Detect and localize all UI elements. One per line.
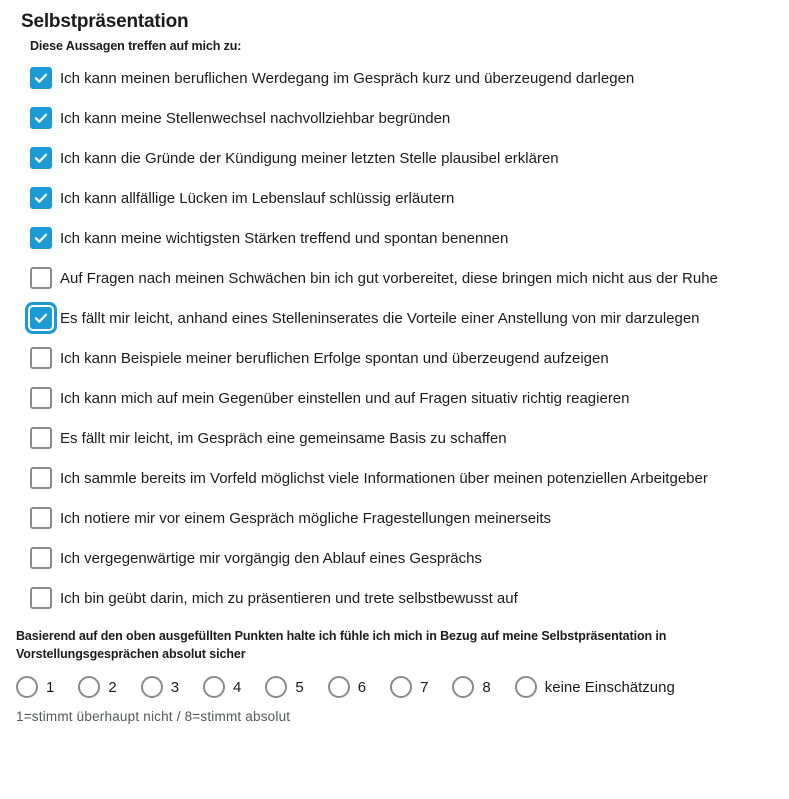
page-title: Selbstpräsentation [21, 11, 189, 32]
checkmark-icon [33, 110, 49, 126]
checkbox-checked[interactable] [30, 147, 52, 169]
rating-scale [16, 676, 789, 698]
rating-option-6[interactable] [328, 676, 366, 698]
checkbox-label: Es fällt mir leicht, anhand eines Stelleninserates die Vorteile einer Anstellung von mir darzulegen [60, 310, 700, 327]
checkbox-checked[interactable] [30, 67, 52, 89]
radio-button[interactable] [452, 676, 474, 698]
checkbox-label: Ich sammle bereits im Vorfeld möglichst viele Informationen über meinen potenziellen Arbeitgeber [60, 470, 708, 487]
checkbox-label: Ich bin geübt darin, mich zu präsentieren und trete selbstbewusst auf [60, 590, 518, 607]
checklist-item [30, 66, 789, 91]
checkbox-checked[interactable] [30, 227, 52, 249]
checklist-item [30, 186, 789, 211]
rating-option-8[interactable] [452, 676, 490, 698]
checkbox-unchecked[interactable] [30, 387, 52, 409]
checklist-item [30, 226, 789, 251]
checkbox-unchecked[interactable] [30, 427, 52, 449]
checklist-item [30, 546, 789, 571]
checkmark-icon [33, 310, 49, 326]
rating-question: Basierend auf den oben ausgefüllten Punkten halte ich fühle ich mich in Bezug auf meine Selbstpräsentation in Vorstellungsgesprächen absolut sicher [16, 629, 667, 661]
checkbox-label: Ich vergegenwärtige mir vorgängig den Ablauf eines Gesprächs [60, 550, 482, 567]
rating-section [16, 627, 789, 724]
checkbox-unchecked[interactable] [30, 547, 52, 569]
checklist-item [30, 146, 789, 171]
rating-option-5[interactable] [265, 676, 303, 698]
radio-label: keine Einschätzung [544, 678, 675, 696]
radio-button[interactable] [515, 676, 537, 698]
rating-option-keine-einschätzung[interactable] [515, 676, 675, 698]
checkbox-label: Ich kann mich auf mein Gegenüber einstellen und auf Fragen situativ richtig reagieren [60, 390, 630, 407]
radio-label: 5 [295, 678, 304, 696]
radio-label: 8 [482, 678, 491, 696]
radio-button[interactable] [328, 676, 350, 698]
checklist-item [30, 346, 789, 371]
radio-label: 1 [46, 678, 55, 696]
checklist-item [30, 306, 789, 331]
checkbox-label: Ich kann meinen beruflichen Werdegang im Gespräch kurz und überzeugend darlegen [60, 70, 635, 87]
checkbox-unchecked[interactable] [30, 267, 52, 289]
checklist-item [30, 506, 789, 531]
radio-button[interactable] [203, 676, 225, 698]
rating-option-3[interactable] [141, 676, 179, 698]
checklist-item [30, 386, 789, 411]
checkmark-icon [33, 190, 49, 206]
checkbox-label: Es fällt mir leicht, im Gespräch eine gemeinsame Basis zu schaffen [60, 430, 507, 447]
checkbox-unchecked[interactable] [30, 347, 52, 369]
checkmark-icon [33, 230, 49, 246]
checklist [30, 66, 789, 611]
checkbox-checked[interactable] [30, 187, 52, 209]
checkbox-label: Ich notiere mir vor einem Gespräch mögliche Fragestellungen meinerseits [60, 510, 552, 527]
checkmark-icon [33, 70, 49, 86]
radio-label: 4 [233, 678, 242, 696]
checklist-item [30, 426, 789, 451]
checkbox-label: Ich kann meine Stellenwechsel nachvollziehbar begründen [60, 110, 451, 127]
rating-option-1[interactable] [16, 676, 54, 698]
radio-button[interactable] [265, 676, 287, 698]
checkbox-unchecked[interactable] [30, 467, 52, 489]
checkbox-label: Ich kann allfällige Lücken im Lebenslauf schlüssig erläutern [60, 190, 455, 207]
checklist-item [30, 586, 789, 611]
checklist-item [30, 266, 789, 291]
checkbox-unchecked[interactable] [30, 587, 52, 609]
radio-button[interactable] [390, 676, 412, 698]
rating-legend: 1=stimmt überhaupt nicht / 8=stimmt absolut [16, 709, 291, 724]
rating-option-7[interactable] [390, 676, 428, 698]
checkbox-label: Auf Fragen nach meinen Schwächen bin ich gut vorbereitet, diese bringen mich nicht aus der Ruhe [60, 270, 718, 287]
checklist-item [30, 466, 789, 491]
rating-option-4[interactable] [203, 676, 241, 698]
radio-button[interactable] [141, 676, 163, 698]
checkbox-unchecked[interactable] [30, 507, 52, 529]
radio-label: 2 [108, 678, 117, 696]
radio-button[interactable] [16, 676, 38, 698]
checkbox-label: Ich kann Beispiele meiner beruflichen Erfolge spontan und überzeugend aufzeigen [60, 350, 609, 367]
checkbox-label: Ich kann meine wichtigsten Stärken treffend und spontan benennen [60, 230, 509, 247]
radio-button[interactable] [78, 676, 100, 698]
checkbox-checked[interactable] [30, 107, 52, 129]
checkbox-label: Ich kann die Gründe der Kündigung meiner letzten Stelle plausibel erklären [60, 150, 559, 167]
radio-label: 3 [170, 678, 180, 696]
checklist-item [30, 106, 789, 131]
checkbox-checked[interactable] [30, 307, 52, 329]
checkmark-icon [33, 150, 49, 166]
radio-label: 7 [420, 678, 429, 696]
checklist-instruction: Diese Aussagen treffen auf mich zu: [30, 39, 242, 53]
rating-option-2[interactable] [78, 676, 116, 698]
radio-label: 6 [357, 678, 367, 696]
